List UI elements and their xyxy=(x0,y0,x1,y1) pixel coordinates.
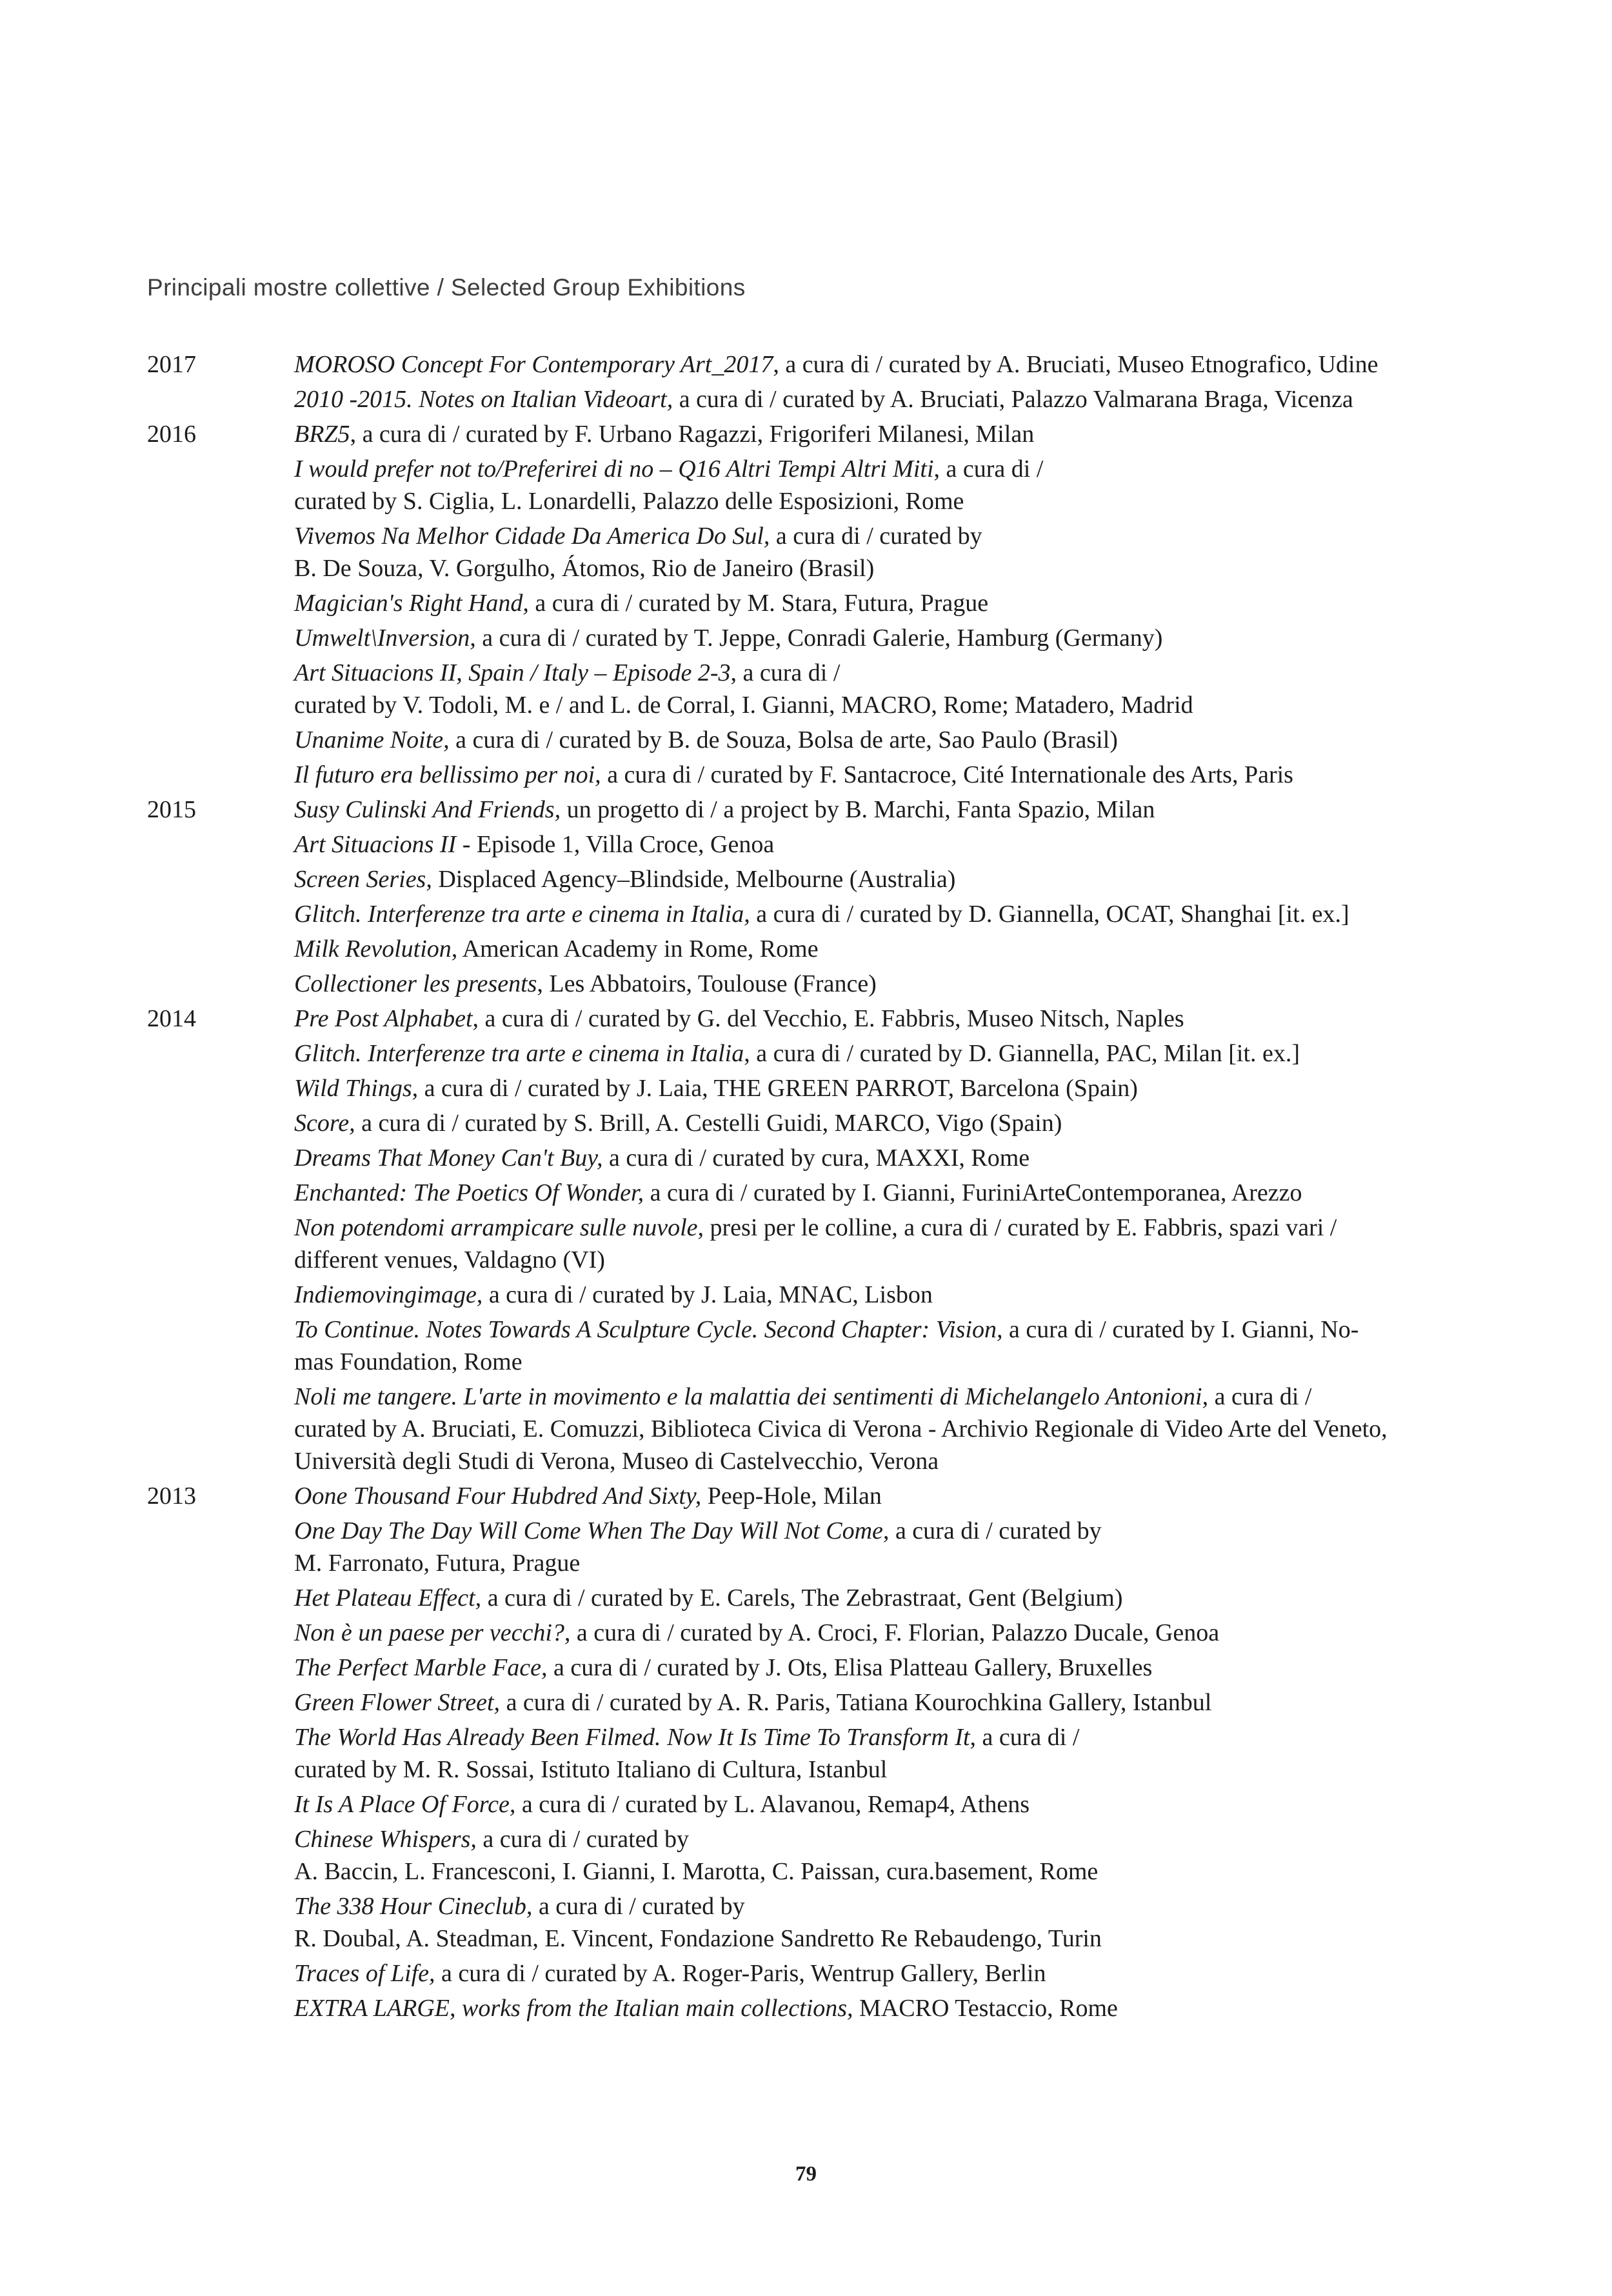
exhibition-row xyxy=(147,1381,1496,1477)
exhibition-details: a cura di / curated by cura, MAXXI, Rome xyxy=(602,1144,1030,1172)
exhibition-row xyxy=(147,794,1496,826)
exhibition-row xyxy=(147,1890,1496,1955)
exhibition-entry xyxy=(294,1582,1496,1614)
exhibition-details: a cura di / curated by T. Jeppe, Conradi Galerie, Hamburg (Germany) xyxy=(475,624,1163,652)
entry-line xyxy=(294,1142,1496,1174)
exhibition-row xyxy=(147,933,1496,965)
exhibition-entry xyxy=(294,1788,1496,1821)
exhibition-title: The Perfect Marble Face, xyxy=(294,1654,548,1681)
exhibition-title: Traces of Life, xyxy=(294,1960,435,1987)
exhibition-title: EXTRA LARGE, works from the Italian main collections, xyxy=(294,1995,853,2022)
exhibition-row xyxy=(147,828,1496,861)
exhibition-title: Susy Culinski And Friends, xyxy=(294,796,561,823)
entry-line xyxy=(294,1855,1496,1888)
exhibition-title: Green Flower Street, xyxy=(294,1689,501,1716)
exhibition-entry xyxy=(294,1177,1496,1209)
exhibition-details: , a cura di / curated by F. Urbano Ragazzi, Frigoriferi Milanesi, Milan xyxy=(350,421,1035,448)
exhibition-title: It Is A Place Of Force, xyxy=(294,1791,516,1818)
exhibition-title: Het Plateau Effect, xyxy=(294,1584,482,1612)
exhibition-row xyxy=(147,1686,1496,1719)
exhibition-title: Unanime Noite, xyxy=(294,726,450,754)
exhibition-row xyxy=(147,348,1496,381)
entry-line xyxy=(294,587,1496,619)
entry-line xyxy=(294,1107,1496,1139)
exhibition-row xyxy=(147,1279,1496,1311)
entry-line xyxy=(294,1177,1496,1209)
entry-line xyxy=(294,1279,1496,1311)
exhibition-details: a cura di / curated by J. Laia, THE GREEN PARROT, Barcelona (Spain) xyxy=(418,1075,1138,1102)
exhibition-row xyxy=(147,1617,1496,1649)
exhibition-title: Umwelt\Inversion, xyxy=(294,624,476,652)
exhibition-title: Non è un paese per vecchi?, xyxy=(294,1619,571,1646)
exhibition-entry xyxy=(294,1480,1496,1512)
exhibition-details: M. Farronato, Futura, Prague xyxy=(294,1550,581,1577)
entry-line xyxy=(294,1072,1496,1104)
exhibition-entry xyxy=(294,383,1496,415)
exhibition-details: Università degli Studi di Verona, Museo di Castelvecchio, Verona xyxy=(294,1448,939,1475)
exhibition-row xyxy=(147,1177,1496,1209)
exhibition-row xyxy=(147,1037,1496,1070)
exhibition-details: a cura di / xyxy=(976,1724,1080,1751)
exhibition-row xyxy=(147,1788,1496,1821)
entry-line xyxy=(294,794,1496,826)
exhibition-title: 2010 -2015. Notes on Italian Videoart, xyxy=(294,386,673,413)
exhibition-details: , a cura di / curated by G. del Vecchio, E. Fabbris, Museo Nitsch, Naples xyxy=(472,1005,1184,1032)
exhibition-title: Non potendomi arrampicare sulle nuvole, xyxy=(294,1214,704,1241)
exhibition-details: a cura di / curated by D. Giannella, OCAT, Shanghai [it. ex.] xyxy=(750,901,1349,928)
exhibition-entry xyxy=(294,968,1496,1000)
exhibition-title: Score, xyxy=(294,1110,355,1137)
exhibition-details: a cura di / curated by L. Alavanou, Remap4, Athens xyxy=(515,1791,1030,1818)
exhibition-details: a cura di / curated by M. Stara, Futura, Prague xyxy=(528,590,989,617)
exhibition-details: a cura di / curated by xyxy=(532,1893,745,1920)
exhibition-entry xyxy=(294,348,1496,381)
exhibition-details: a cura di / curated by F. Santacroce, Cité Internationale des Arts, Paris xyxy=(601,761,1293,788)
exhibition-row xyxy=(147,1142,1496,1174)
exhibition-details: a cura di / curated by S. Brill, A. Cestelli Guidi, MARCO, Vigo (Spain) xyxy=(355,1110,1062,1137)
entry-line xyxy=(294,1413,1496,1445)
entry-line xyxy=(294,1686,1496,1719)
entry-line xyxy=(294,1922,1496,1955)
exhibition-title: Chinese Whispers, xyxy=(294,1826,477,1853)
exhibition-title: Screen Series, xyxy=(294,866,432,893)
exhibition-title: Collectioner les presents xyxy=(294,970,537,997)
exhibition-details: un progetto di / a project by B. Marchi, Fanta Spazio, Milan xyxy=(561,796,1155,823)
exhibition-details: curated by V. Todoli, M. e / and L. de Corral, I. Gianni, MACRO, Rome; Matadero, Madrid xyxy=(294,692,1193,719)
exhibition-row xyxy=(147,898,1496,930)
exhibition-row xyxy=(147,657,1496,721)
exhibition-row xyxy=(147,724,1496,756)
entry-line xyxy=(294,1582,1496,1614)
entry-line xyxy=(294,622,1496,654)
exhibition-row xyxy=(147,759,1496,791)
entry-line xyxy=(294,1753,1496,1786)
year-label: 2017 xyxy=(147,351,196,378)
entry-line xyxy=(294,1381,1496,1413)
exhibition-details: Peep-Hole, Milan xyxy=(701,1482,882,1510)
entry-line xyxy=(294,724,1496,756)
entry-line xyxy=(294,1992,1496,2024)
exhibition-entry xyxy=(294,520,1496,584)
exhibition-details: mas Foundation, Rome xyxy=(294,1348,522,1375)
entry-line xyxy=(294,1037,1496,1070)
exhibition-details: curated by A. Bruciati, E. Comuzzi, Biblioteca Civica di Verona - Archivio Regionale di Video Arte del Veneto, xyxy=(294,1415,1388,1442)
exhibition-details: a cura di / xyxy=(1208,1383,1312,1410)
exhibition-details: MACRO Testaccio, Rome xyxy=(853,1995,1118,2022)
exhibition-details: , a cura di / curated by A. Bruciati, Museo Etnografico, Udine xyxy=(773,351,1378,378)
exhibition-entry xyxy=(294,1072,1496,1104)
exhibition-details: Displaced Agency–Blindside, Melbourne (Australia) xyxy=(432,866,956,893)
entry-line xyxy=(294,418,1496,450)
exhibition-title: Art Situacions II xyxy=(294,831,457,858)
exhibition-details: A. Baccin, L. Francesconi, I. Gianni, I. Marotta, C. Paissan, cura.basement, Rome xyxy=(294,1858,1099,1885)
exhibition-title: Wild Things, xyxy=(294,1075,419,1102)
entry-line xyxy=(294,759,1496,791)
exhibition-row xyxy=(147,1313,1496,1378)
exhibition-title: I would prefer not to/Preferirei di no – Q16 Altri Tempi Altri Miti xyxy=(294,455,934,483)
exhibition-title: Dreams That Money Can't Buy, xyxy=(294,1144,603,1172)
exhibition-title: To Continue. Notes Towards A Sculpture Cycle. Second Chapter: Vision, xyxy=(294,1316,1003,1343)
exhibition-entry xyxy=(294,1515,1496,1579)
exhibition-details: a cura di / curated by I. Gianni, FuriniArteContemporanea, Arezzo xyxy=(644,1179,1302,1206)
exhibition-entry xyxy=(294,1003,1496,1035)
exhibition-entry xyxy=(294,898,1496,930)
exhibition-details: , a cura di / xyxy=(933,455,1044,483)
entry-line xyxy=(294,1313,1496,1346)
entry-line xyxy=(294,1480,1496,1512)
exhibition-entry xyxy=(294,724,1496,756)
exhibition-row xyxy=(147,1652,1496,1684)
exhibition-details: different venues, Valdagno (VI) xyxy=(294,1246,605,1273)
entry-line xyxy=(294,485,1496,517)
exhibition-entry xyxy=(294,418,1496,450)
exhibition-title: Pre Post Alphabet xyxy=(294,1005,473,1032)
exhibition-details: a cura di / curated by J. Laia, MNAC, Lisbon xyxy=(483,1281,933,1308)
entry-line xyxy=(294,1244,1496,1276)
exhibition-row xyxy=(147,1107,1496,1139)
exhibition-details: a cura di / curated by B. de Souza, Bolsa de arte, Sao Paulo (Brasil) xyxy=(449,726,1118,754)
exhibition-title: One Day The Day Will Come When The Day Will Not Come, xyxy=(294,1517,890,1544)
exhibition-entry xyxy=(294,657,1496,721)
exhibition-details: a cura di / curated by A. Bruciati, Palazzo Valmarana Braga, Vicenza xyxy=(673,386,1353,413)
exhibition-entry xyxy=(294,828,1496,861)
page-number: 79 xyxy=(795,2162,817,2186)
exhibition-title: Glitch. Interferenze tra arte e cinema in Italia xyxy=(294,1040,744,1067)
exhibition-entry xyxy=(294,1652,1496,1684)
exhibition-title: Indiemovingimage, xyxy=(294,1281,483,1308)
exhibition-details: a cura di / curated by J. Ots, Elisa Platteau Gallery, Bruxelles xyxy=(547,1654,1153,1681)
exhibition-title: Oone Thousand Four Hubdred And Sixty, xyxy=(294,1482,702,1510)
exhibition-details: B. De Souza, V. Gorgulho, Átomos, Rio de Janeiro (Brasil) xyxy=(294,555,875,582)
exhibition-entry xyxy=(294,1957,1496,1990)
section-heading: Principali mostre collettive / Selected Group Exhibitions xyxy=(147,274,746,301)
exhibition-title: BRZ5 xyxy=(294,421,350,448)
exhibition-entry xyxy=(294,1992,1496,2024)
exhibition-row xyxy=(147,968,1496,1000)
entry-line xyxy=(294,552,1496,584)
entry-line xyxy=(294,1957,1496,1990)
exhibition-entry xyxy=(294,794,1496,826)
exhibitions-list xyxy=(147,348,1496,2027)
exhibition-entry xyxy=(294,1142,1496,1174)
exhibition-details: a cura di / curated by E. Carels, The Zebrastraat, Gent (Belgium) xyxy=(481,1584,1123,1612)
exhibition-entry xyxy=(294,863,1496,895)
exhibition-details: a cura di / curated by A. Croci, F. Florian, Palazzo Ducale, Genoa xyxy=(570,1619,1220,1646)
exhibition-entry xyxy=(294,1381,1496,1477)
exhibition-row xyxy=(147,1480,1496,1512)
entry-line xyxy=(294,933,1496,965)
exhibition-row xyxy=(147,622,1496,654)
exhibition-details: - Episode 1, Villa Croce, Genoa xyxy=(456,831,775,858)
entry-line xyxy=(294,1212,1496,1244)
exhibition-row xyxy=(147,520,1496,584)
exhibition-entry xyxy=(294,587,1496,619)
exhibition-row xyxy=(147,1823,1496,1888)
entry-line xyxy=(294,1346,1496,1378)
exhibition-details: a cura di / curated by A. Roger-Paris, Wentrup Gallery, Berlin xyxy=(435,1960,1046,1987)
exhibition-title: MOROSO Concept For Contemporary Art_2017 xyxy=(294,351,773,378)
exhibition-details: a cura di / curated by xyxy=(770,523,982,550)
entry-line xyxy=(294,828,1496,861)
exhibition-details: , Les Abbatoirs, Toulouse (France) xyxy=(537,970,877,997)
entry-line xyxy=(294,1788,1496,1821)
entry-line xyxy=(294,1652,1496,1684)
entry-line xyxy=(294,968,1496,1000)
entry-line xyxy=(294,1515,1496,1547)
entry-line xyxy=(294,1890,1496,1922)
exhibition-entry xyxy=(294,1721,1496,1786)
entry-line xyxy=(294,348,1496,381)
exhibition-details: American Academy in Rome, Rome xyxy=(457,935,819,963)
exhibition-title: Magician's Right Hand, xyxy=(294,590,529,617)
exhibition-details: a cura di / curated by I. Gianni, No- xyxy=(1002,1316,1359,1343)
exhibition-details: R. Doubal, A. Steadman, E. Vincent, Fondazione Sandretto Re Rebaudengo, Turin xyxy=(294,1925,1102,1952)
exhibition-entry xyxy=(294,1279,1496,1311)
exhibition-entry xyxy=(294,1037,1496,1070)
exhibition-entry xyxy=(294,1212,1496,1276)
entry-line xyxy=(294,1823,1496,1855)
exhibition-details: a cura di / curated by xyxy=(889,1517,1102,1544)
exhibition-entry xyxy=(294,1823,1496,1888)
exhibition-title: The 338 Hour Cineclub, xyxy=(294,1893,533,1920)
exhibition-title: Il futuro era bellissimo per noi, xyxy=(294,761,601,788)
entry-line xyxy=(294,520,1496,552)
exhibition-entry xyxy=(294,759,1496,791)
exhibition-title: Art Situacions II, Spain / Italy – Episode 2-3 xyxy=(294,659,731,686)
exhibition-entry xyxy=(294,933,1496,965)
entry-line xyxy=(294,1547,1496,1579)
exhibition-entry xyxy=(294,1686,1496,1719)
exhibition-row xyxy=(147,863,1496,895)
exhibition-entry xyxy=(294,1890,1496,1955)
entry-line xyxy=(294,453,1496,485)
exhibition-title: Glitch. Interferenze tra arte e cinema in Italia, xyxy=(294,901,750,928)
exhibition-row xyxy=(147,418,1496,450)
entry-line xyxy=(294,1721,1496,1753)
exhibition-details: , a cura di / xyxy=(730,659,841,686)
exhibition-entry xyxy=(294,1313,1496,1378)
year-label: 2015 xyxy=(147,796,196,823)
entry-line xyxy=(294,383,1496,415)
exhibition-entry xyxy=(294,453,1496,517)
entry-line xyxy=(294,898,1496,930)
entry-line xyxy=(294,863,1496,895)
exhibition-row xyxy=(147,1072,1496,1104)
exhibition-details: , a cura di / curated by D. Giannella, PAC, Milan [it. ex.] xyxy=(744,1040,1300,1067)
entry-line xyxy=(294,657,1496,689)
year-label: 2016 xyxy=(147,421,196,448)
exhibition-entry xyxy=(294,1617,1496,1649)
exhibition-row xyxy=(147,587,1496,619)
exhibition-title: Vivemos Na Melhor Cidade Da America Do Sul, xyxy=(294,523,770,550)
year-label: 2013 xyxy=(147,1482,196,1510)
exhibition-title: Noli me tangere. L'arte in movimento e la malattia dei sentimenti di Michelangelo Antonioni, xyxy=(294,1383,1209,1410)
exhibition-entry xyxy=(294,622,1496,654)
year-label: 2014 xyxy=(147,1005,196,1032)
exhibition-title: Milk Revolution, xyxy=(294,935,458,963)
exhibition-details: a cura di / curated by xyxy=(476,1826,690,1853)
exhibition-row xyxy=(147,1515,1496,1579)
entry-line xyxy=(294,1445,1496,1477)
exhibition-row xyxy=(147,453,1496,517)
entry-line xyxy=(294,1617,1496,1649)
entry-line xyxy=(294,689,1496,721)
exhibition-details: curated by S. Ciglia, L. Lonardelli, Palazzo delle Esposizioni, Rome xyxy=(294,488,964,515)
exhibition-details: curated by M. R. Sossai, Istituto Italiano di Cultura, Istanbul xyxy=(294,1756,888,1783)
exhibition-row xyxy=(147,1992,1496,2024)
entry-line xyxy=(294,1003,1496,1035)
exhibition-row xyxy=(147,1212,1496,1276)
exhibition-row xyxy=(147,1957,1496,1990)
exhibition-row xyxy=(147,1721,1496,1786)
exhibition-row xyxy=(147,1003,1496,1035)
exhibition-row xyxy=(147,383,1496,415)
exhibition-details: a cura di / curated by A. R. Paris, Tatiana Kourochkina Gallery, Istanbul xyxy=(500,1689,1212,1716)
exhibition-title: Enchanted: The Poetics Of Wonder, xyxy=(294,1179,644,1206)
exhibition-title: The World Has Already Been Filmed. Now It Is Time To Transform It, xyxy=(294,1724,977,1751)
exhibition-row xyxy=(147,1582,1496,1614)
exhibition-entry xyxy=(294,1107,1496,1139)
exhibition-details: presi per le colline, a cura di / curated by E. Fabbris, spazi vari / xyxy=(704,1214,1337,1241)
